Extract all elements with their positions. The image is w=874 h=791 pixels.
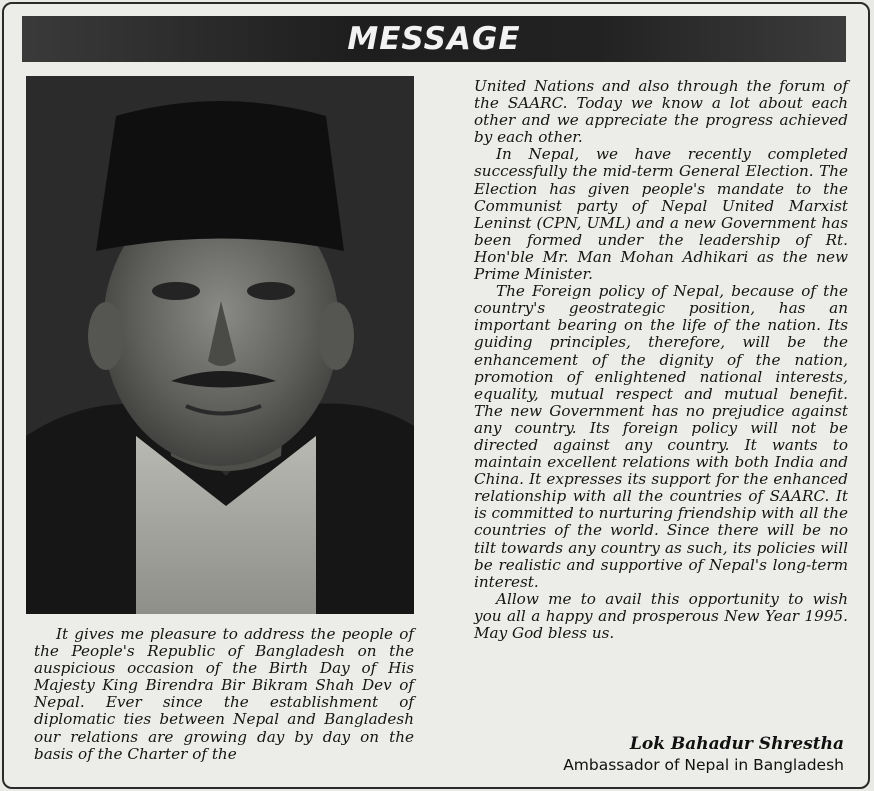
paragraph: The Foreign policy of Nepal, because of the country's geostrategic position, has an important bearing on the life of the nation. Its guiding principles, therefore, will be the enhancement of the dignity of the nation, promotion of enlightened national interests, equality, mutual respect and mutual benefit. The new Government has no prejudice against any country. Its foreign policy will not be directed against any country. It wants to maintain excellent relations with both India and China. It expresses its support for the enhanced relationship with all the countries of SAARC. It is committed to nurturing friendship with all the countries of the world. Since there will be no tilt towards any country as such, its policies will be realistic and supportive of Nepal's long-term interest. <box>474 282 849 591</box>
signature-title: Ambassador of Nepal in Bangladesh <box>563 756 844 774</box>
paragraph: United Nations and also through the forum of the SAARC. Today we know a lot about each other and we appreciate the progress achieved by each other. <box>474 77 848 147</box>
right-column <box>474 78 848 642</box>
signature-name: Lok Bahadur Shrestha <box>629 734 844 754</box>
portrait-photo <box>26 76 414 614</box>
header-banner <box>22 16 846 62</box>
paragraph: It gives me pleasure to address the people of the People's Republic of Bangladesh on the auspicious occasion of the Birth Day of His Majesty King Birendra Bir Bikram Shah Dev of Nepal. Ever since the establishment of diplomatic ties between Nepal and Bangladesh our relations are growing day by day on the basis of the Charter of the <box>34 625 414 763</box>
message-frame <box>2 2 870 789</box>
paragraph: In Nepal, we have recently completed successfully the mid-term General Election. The Election has given people's mandate to the Communist party of Nepal United Marxist Leninst (CPN, UML) and a new Government has been formed under the leadership of Rt. Hon'ble Mr. Man Mohan Adhikari as the new Prime Minister. <box>474 145 848 284</box>
portrait-illustration <box>26 76 414 614</box>
page-title: MESSAGE <box>347 21 521 57</box>
left-column <box>34 626 414 763</box>
paragraph: Allow me to avail this opportunity to wish you all a happy and prosperous New Year 1995. May God bless us. <box>474 589 848 642</box>
